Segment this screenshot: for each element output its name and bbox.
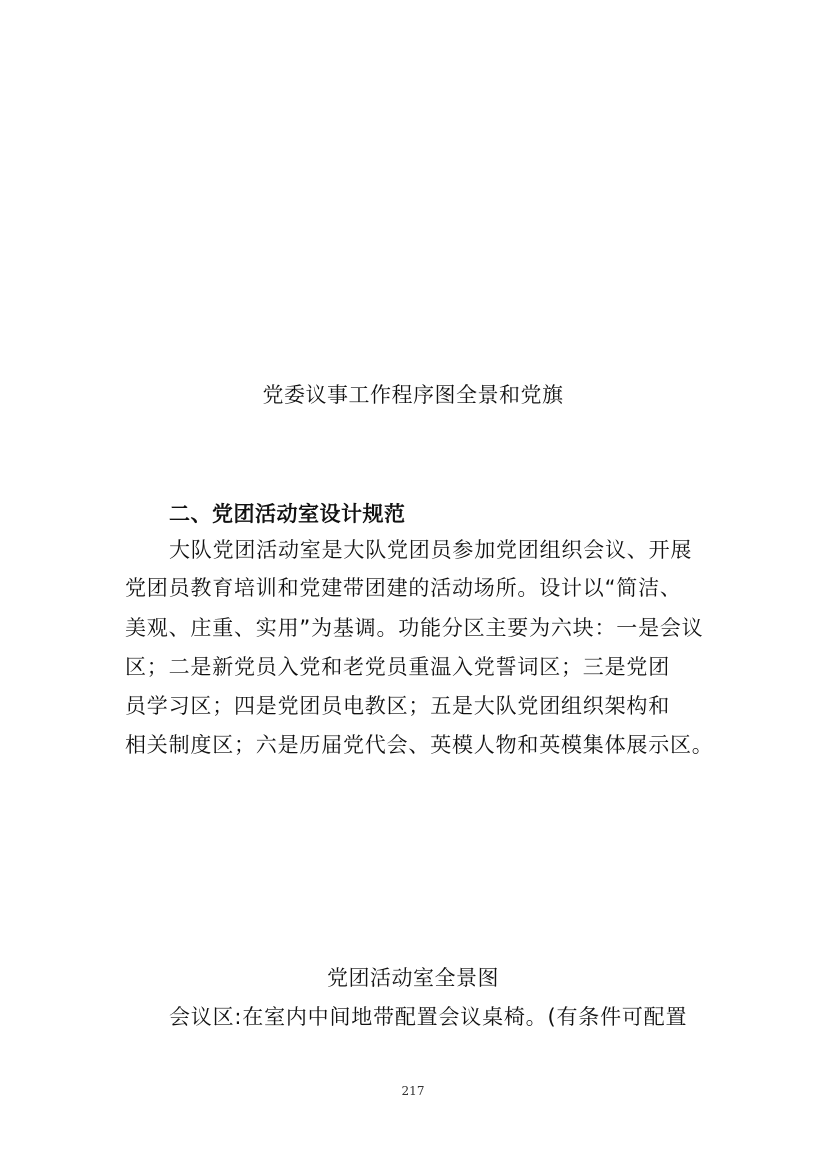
page-number: 217 xyxy=(401,1084,425,1098)
figure-caption-top: 党委议事工作程序图全景和党旗 xyxy=(262,383,564,407)
paragraph-line: 党团员教育培训和党建带团建的活动场所。设计以“简洁、 xyxy=(125,576,682,600)
paragraph-line: 相关制度区；六是历届党代会、英模人物和英模集体展示区。 xyxy=(125,733,714,757)
meeting-area-line: 会议区:在室内中间地带配置会议桌椅。(有条件可配置 xyxy=(169,1005,688,1029)
paragraph-line: 美观、庄重、实用”为基调。功能分区主要为六块：一是会议 xyxy=(125,616,704,640)
paragraph-line: 区；二是新党员入党和老党员重温入党誓词区；三是党团 xyxy=(125,655,670,679)
paragraph-line: 大队党团活动室是大队党团员参加党团组织会议、开展 xyxy=(169,538,693,562)
section-heading: 二、党团活动室设计规范 xyxy=(169,502,406,526)
figure-caption-bottom: 党团活动室全景图 xyxy=(327,966,499,990)
paragraph-line: 员学习区；四是党团员电教区；五是大队党团组织架构和 xyxy=(125,694,670,718)
